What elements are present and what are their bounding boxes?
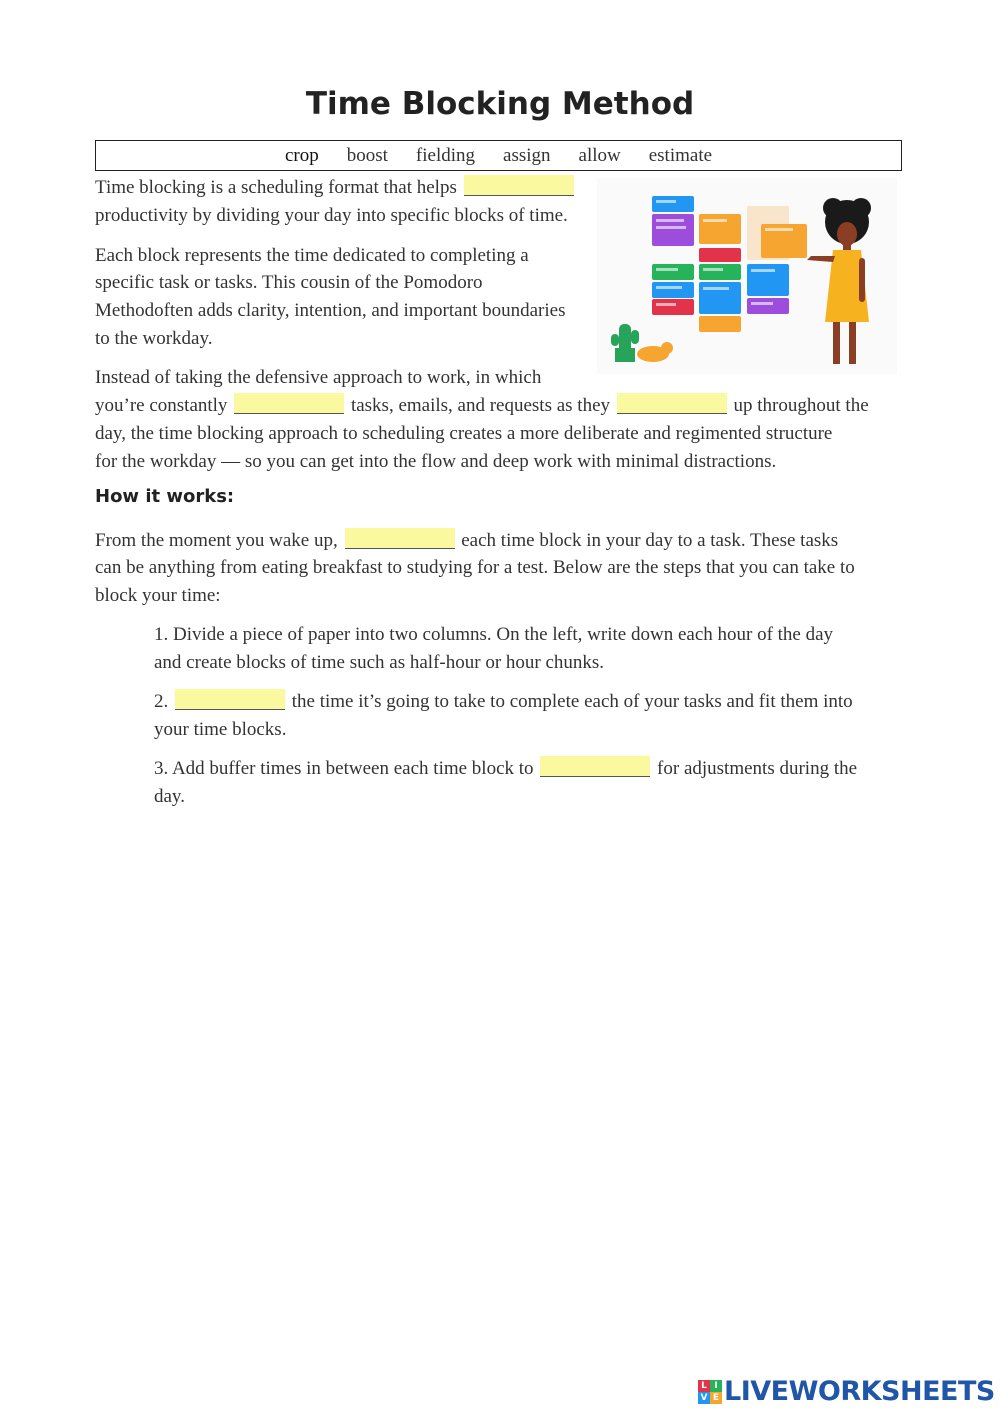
blank-6-input[interactable]	[540, 756, 650, 777]
worksheet-title: Time Blocking Method	[305, 86, 695, 122]
block-description-line-4: to the workday.	[95, 328, 213, 349]
step-3-line-1	[154, 755, 857, 783]
works-line-1	[95, 527, 905, 555]
intro-line-2: productivity by dividing your day into specific blocks of time.	[95, 205, 568, 226]
defensive-line-1: Instead of taking the defensive approach to work, in which	[95, 367, 542, 388]
block-description-line-1: Each block represents the time dedicated to completing a	[95, 245, 529, 266]
blank-3-input[interactable]	[617, 393, 727, 414]
how-it-works-heading: How it works:	[95, 486, 235, 507]
word-bank-item-allow: allow	[578, 144, 621, 166]
works-text-a: From the moment you wake up,	[95, 530, 338, 551]
liveworksheets-logo-text: LIVEWORKSHEETS	[724, 1376, 995, 1407]
step-1-line-1: 1. Divide a piece of paper into two columns. On the left, write down each hour of the day	[154, 624, 834, 645]
step-1-line-2: and create blocks of time such as half-hour or hour chunks.	[154, 652, 605, 673]
blank-4-input[interactable]	[345, 528, 455, 549]
blank-5-input[interactable]	[175, 689, 285, 710]
word-bank-item-boost: boost	[346, 144, 388, 166]
liveworksheets-logo	[698, 1376, 995, 1407]
blank-1-input[interactable]	[464, 175, 574, 196]
logo-letter-i: I	[710, 1380, 722, 1392]
logo-letter-e: E	[710, 1392, 722, 1404]
defensive-text-a: you’re constantly	[95, 395, 228, 416]
logo-letter-v: V	[698, 1392, 710, 1404]
word-bank-item-fielding: fielding	[415, 144, 476, 166]
defensive-text-b: tasks, emails, and requests as they	[350, 395, 611, 416]
blank-2-input[interactable]	[234, 393, 344, 414]
step-2-text: the time it’s going to take to complete each of your tasks and fit them into	[291, 691, 853, 712]
intro-text: Time blocking is a scheduling format that helps	[95, 177, 457, 198]
works-line-3: block your time:	[95, 585, 221, 606]
step-3-text-a: 3. Add buffer times in between each time block to	[154, 758, 534, 779]
works-line-2: can be anything from eating breakfast to studying for a test. Below are the steps that you can take to	[95, 557, 855, 578]
works-text-b: each time block in your day to a task. These tasks	[461, 530, 839, 551]
word-bank-item-crop: crop	[284, 144, 319, 166]
time-blocking-illustration	[597, 178, 897, 374]
step-2-number: 2.	[154, 691, 169, 712]
intro-line-1	[95, 174, 576, 202]
liveworksheets-logo-icon	[698, 1380, 722, 1404]
word-bank-item-estimate: estimate	[648, 144, 713, 166]
logo-letter-l: L	[698, 1380, 710, 1392]
block-description-line-3: Methodoften adds clarity, intention, and important boundaries	[95, 300, 566, 321]
defensive-line-2	[95, 392, 905, 420]
block-description-line-2: specific task or tasks. This cousin of the Pomodoro	[95, 272, 483, 293]
step-2-line-2: your time blocks.	[154, 719, 287, 740]
step-3-text-b: for adjustments during the	[657, 758, 858, 779]
defensive-text-c: up throughout the	[733, 395, 869, 416]
step-3-line-2: day.	[154, 786, 185, 807]
defensive-line-4: for the workday — so you can get into the flow and deep work with minimal distractions.	[95, 451, 777, 472]
word-bank	[95, 140, 902, 171]
defensive-line-3: day, the time blocking approach to scheduling creates a more deliberate and regimented structure	[95, 423, 833, 444]
word-bank-item-assign: assign	[503, 144, 551, 166]
step-2-line-1	[154, 688, 853, 716]
